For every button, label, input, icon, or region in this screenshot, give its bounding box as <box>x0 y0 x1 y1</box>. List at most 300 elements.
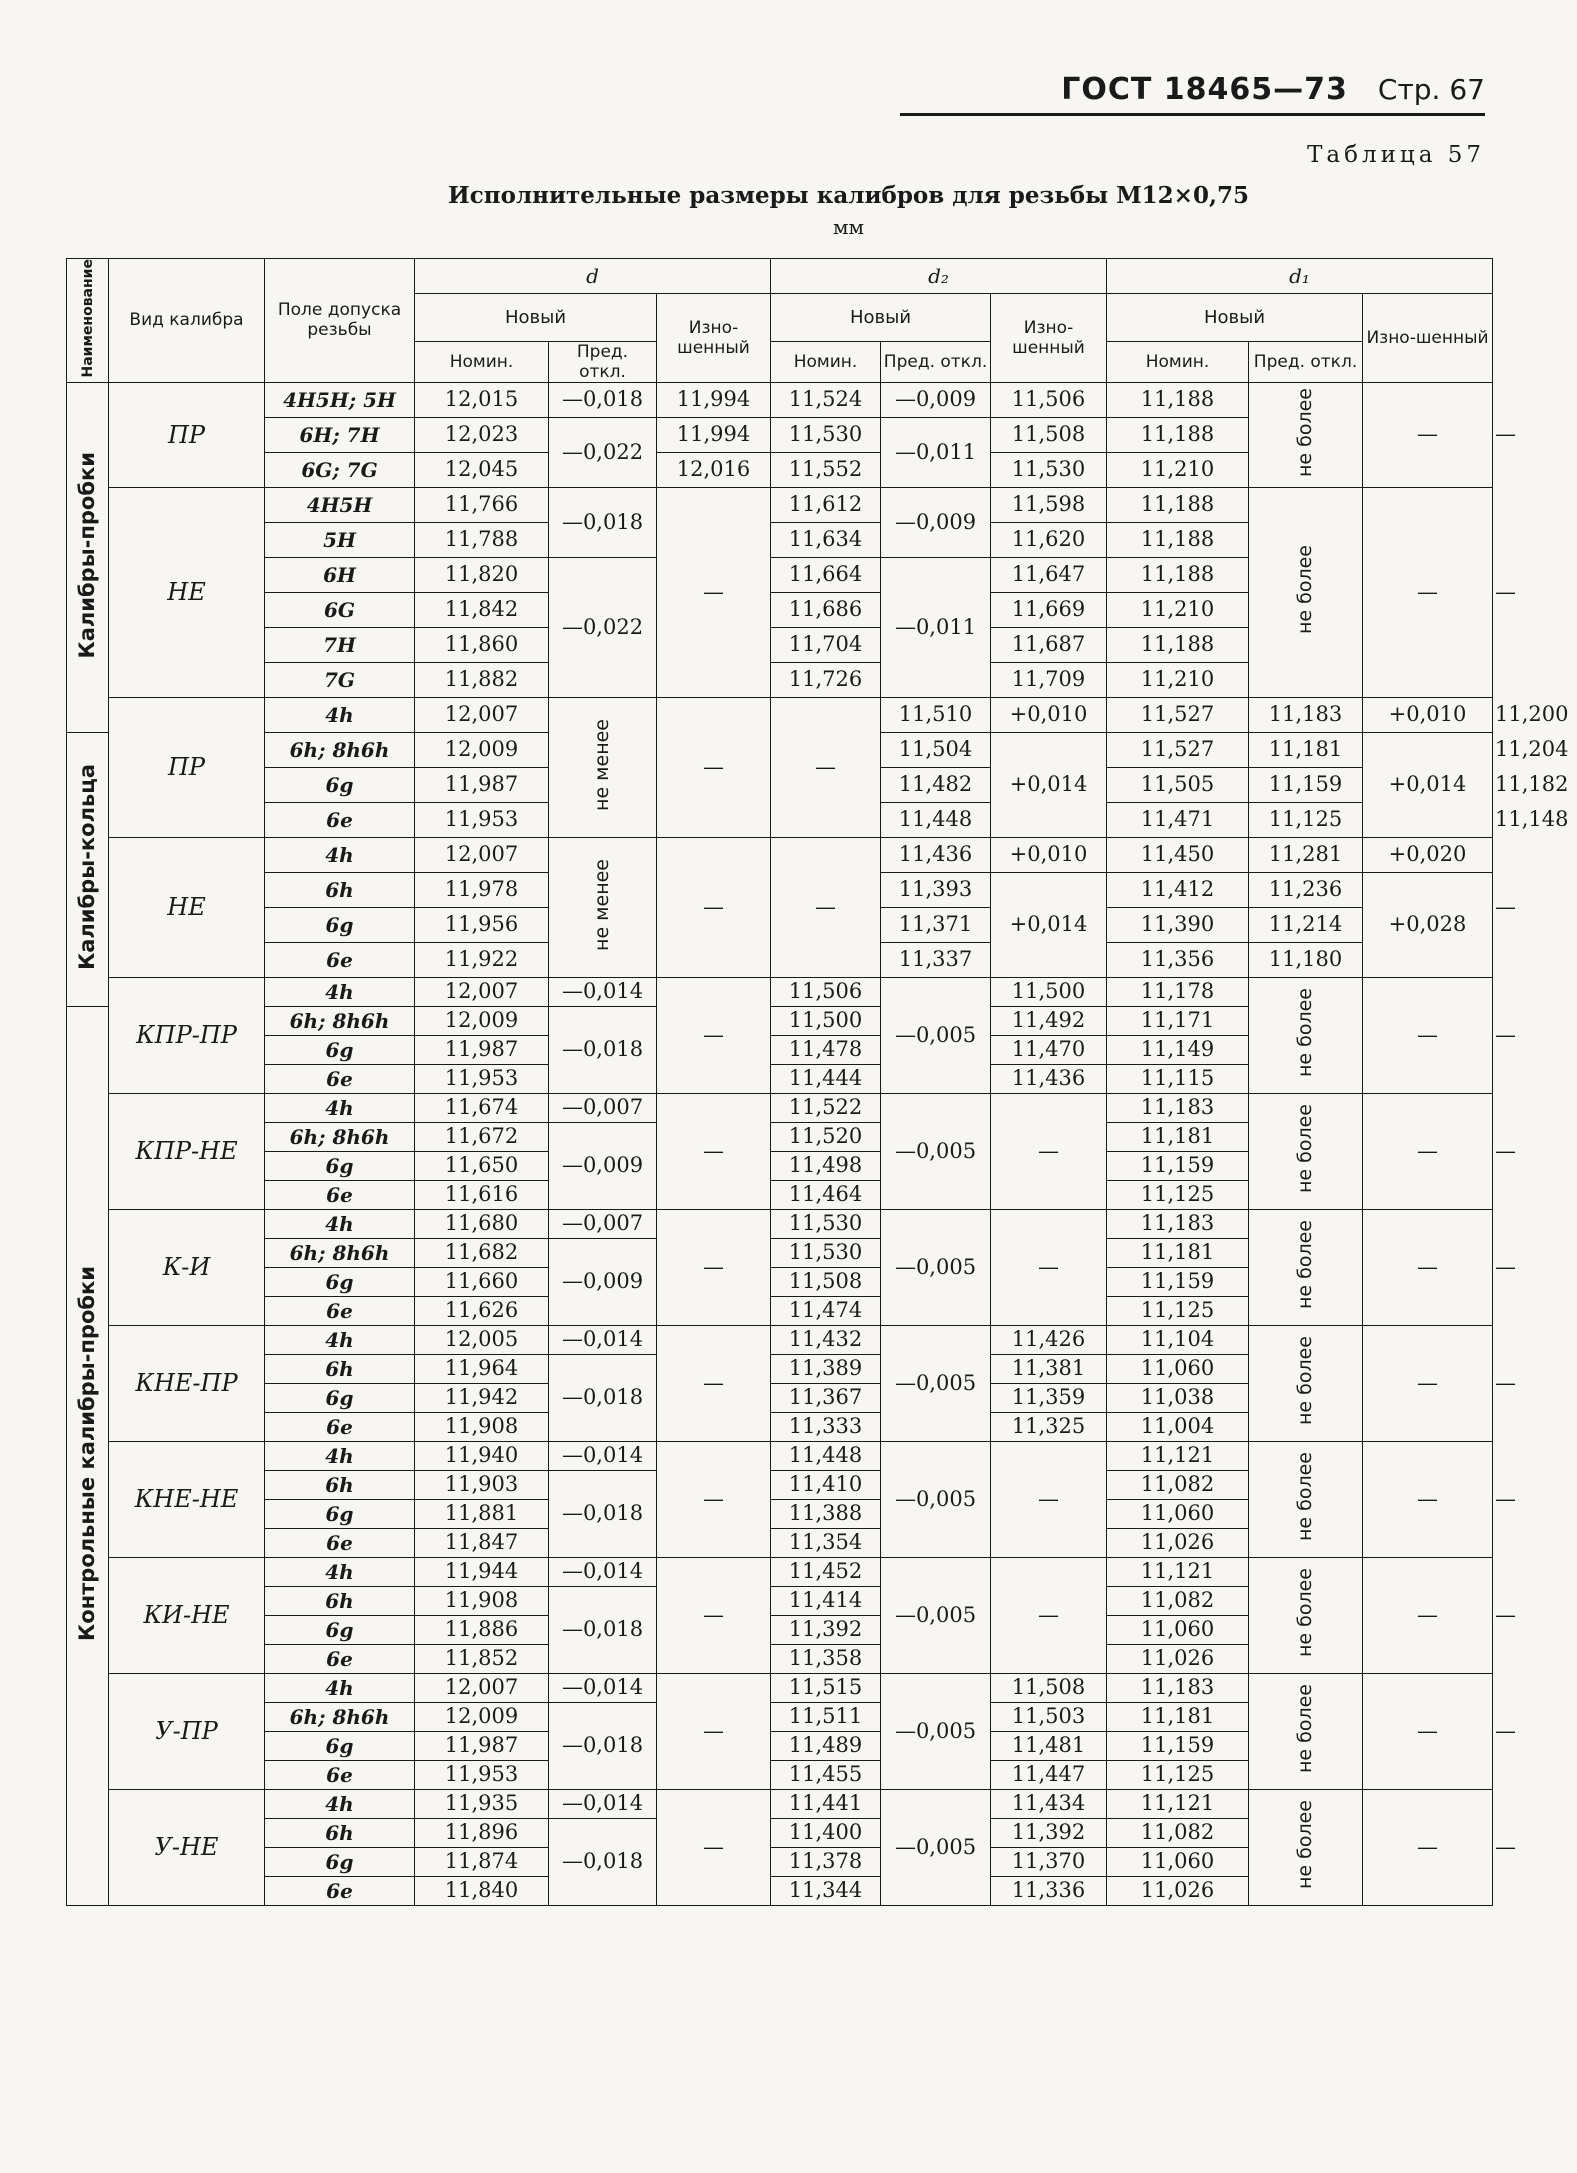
table-row: ПР 4h 12,007 не менее — — 11,510 +0,010 11,527 11,183 +0,010 11,200 <box>67 697 1493 732</box>
d1-nominal: 11,060 <box>1107 1615 1249 1644</box>
d-deviation: —0,009 <box>549 1122 657 1209</box>
d2-worn: 11,508 <box>991 417 1107 452</box>
d2-worn: 11,436 <box>991 1064 1107 1093</box>
d1-nominal: 11,183 <box>1107 1209 1249 1238</box>
d-nominal: 11,840 <box>415 1876 549 1905</box>
note-cell: не более <box>1249 1789 1363 1905</box>
gauge-kind: КНЕ-НЕ <box>109 1441 265 1557</box>
thread-tolerance: 6h <box>265 872 415 907</box>
thread-tolerance: 6G <box>265 592 415 627</box>
d2-worn: 11,687 <box>991 627 1107 662</box>
d2-nominal: 11,452 <box>771 1557 881 1586</box>
d2-nominal: 11,371 <box>881 907 991 942</box>
thread-tolerance: 4H5H; 5H <box>265 382 415 417</box>
d2-worn: 11,356 <box>1107 942 1249 977</box>
thread-tolerance: 4h <box>265 1673 415 1702</box>
table-row: Калибры-пробки ПР 4H5H; 5H 12,015 —0,018 11,994 11,524 —0,009 11,506 11,188 не более — — <box>67 382 1493 417</box>
d2-worn: 11,527 <box>1107 697 1249 732</box>
thread-tolerance: 6g <box>265 1151 415 1180</box>
d2-nominal: 11,389 <box>771 1354 881 1383</box>
d1-nominal: 11,188 <box>1107 522 1249 557</box>
d1-nominal: 11,181 <box>1107 1702 1249 1731</box>
header-d: d <box>415 259 771 294</box>
d-worn: — <box>657 1441 771 1557</box>
thread-tolerance: 6g <box>265 907 415 942</box>
d-nominal: 12,007 <box>415 1673 549 1702</box>
d2-nominal: 11,436 <box>881 837 991 872</box>
d2-nominal: 11,520 <box>771 1122 881 1151</box>
thread-tolerance: 6g <box>265 767 415 802</box>
d-nominal: 12,007 <box>415 837 549 872</box>
standard-number: ГОСТ 18465—73 <box>1061 72 1348 107</box>
thread-tolerance: 4h <box>265 977 415 1006</box>
d-nominal: 11,847 <box>415 1528 549 1557</box>
thread-tolerance: 6H <box>265 557 415 592</box>
d1-deviation: — <box>1363 1325 1493 1441</box>
d1-nominal: 11,181 <box>1107 1238 1249 1267</box>
d1-nominal: 11,125 <box>1107 1180 1249 1209</box>
d2-worn: 11,620 <box>991 522 1107 557</box>
note-cell: не более <box>1249 1441 1363 1557</box>
d2-nominal: 11,337 <box>881 942 991 977</box>
header-d2-new: Новый <box>771 294 991 342</box>
table-units: мм <box>832 215 865 239</box>
d2-deviation: —0,009 <box>881 487 991 557</box>
d1-nominal: 11,060 <box>1107 1847 1249 1876</box>
thread-tolerance: 7G <box>265 662 415 697</box>
d-worn: — <box>657 1209 771 1325</box>
header-d2-nom: Номин. <box>771 341 881 382</box>
d-nominal: 11,987 <box>415 1035 549 1064</box>
thread-tolerance: 6e <box>265 1528 415 1557</box>
d-worn: 11,994 <box>657 382 771 417</box>
d-nominal: 11,935 <box>415 1789 549 1818</box>
group-name: Калибры-кольца <box>67 732 109 1006</box>
d1-nominal: 11,082 <box>1107 1470 1249 1499</box>
d1-nominal: 11,149 <box>1107 1035 1249 1064</box>
d2-deviation: —0,005 <box>881 1209 991 1325</box>
thread-tolerance: 6g <box>265 1615 415 1644</box>
d-nominal: 11,978 <box>415 872 549 907</box>
d-deviation: —0,018 <box>549 1702 657 1789</box>
d1-nominal: 11,178 <box>1107 977 1249 1006</box>
thread-tolerance: 6h <box>265 1470 415 1499</box>
d2-nominal: 11,410 <box>771 1470 881 1499</box>
table-row: 6g 11,987 11,482 11,505 11,159 11,182 <box>67 767 1493 802</box>
d1-nominal: 11,125 <box>1107 1296 1249 1325</box>
d1-nominal: 11,159 <box>1107 1267 1249 1296</box>
d1-deviation: — <box>1363 1441 1493 1557</box>
d-nominal: 11,820 <box>415 557 549 592</box>
table-row: НЕ 4H5H 11,766 —0,018 — 11,612 —0,009 11,598 11,188 не более — — <box>67 487 1493 522</box>
header-d-worn: Изно-шенный <box>657 294 771 383</box>
d-nominal: 11,903 <box>415 1470 549 1499</box>
d-nominal: 11,674 <box>415 1093 549 1122</box>
thread-tolerance: 4H5H <box>265 487 415 522</box>
header-d1: d₁ <box>1107 259 1493 294</box>
d-worn: — <box>771 697 881 837</box>
d1-nominal: 11,121 <box>1107 1441 1249 1470</box>
note-cell: не более <box>1249 382 1363 487</box>
d2-worn: 11,669 <box>991 592 1107 627</box>
d2-nominal: 11,474 <box>771 1296 881 1325</box>
d2-deviation: —0,005 <box>881 1673 991 1789</box>
thread-tolerance: 6e <box>265 1876 415 1905</box>
d-nominal: 12,015 <box>415 382 549 417</box>
d-worn: 12,016 <box>657 452 771 487</box>
note-cell: не менее <box>549 837 657 977</box>
header-d2-dev: Пред. откл. <box>881 341 991 382</box>
d1-nominal: 11,210 <box>1107 592 1249 627</box>
d2-nominal: 11,515 <box>771 1673 881 1702</box>
d2-nominal: 11,704 <box>771 627 881 662</box>
d2-worn: 11,359 <box>991 1383 1107 1412</box>
d1-nominal: 11,210 <box>1107 662 1249 697</box>
d2-nominal: 11,522 <box>771 1093 881 1122</box>
gauge-kind: КПР-НЕ <box>109 1093 265 1209</box>
d-nominal: 11,896 <box>415 1818 549 1847</box>
d-nominal: 11,682 <box>415 1238 549 1267</box>
d2-deviation: —0,009 <box>881 382 991 417</box>
d-nominal: 11,922 <box>415 942 549 977</box>
header-tolerance: Поле допуска резьбы <box>265 259 415 383</box>
d2-nominal: 11,511 <box>771 1702 881 1731</box>
group-name: Контрольные калибры-пробки <box>67 1006 109 1905</box>
note-cell: не более <box>1249 1673 1363 1789</box>
d-worn: — <box>657 977 771 1093</box>
d2-nominal: 11,612 <box>771 487 881 522</box>
d-deviation: —0,022 <box>549 557 657 697</box>
note-cell: не более <box>1249 977 1363 1093</box>
d1-nominal: 11,115 <box>1107 1064 1249 1093</box>
d2-nominal: 11,726 <box>771 662 881 697</box>
gauge-kind: НЕ <box>109 837 265 977</box>
d1-nominal: 11,026 <box>1107 1644 1249 1673</box>
d1-nominal: 11,082 <box>1107 1818 1249 1847</box>
header-d-nom: Номин. <box>415 341 549 382</box>
table-title: Исполнительные размеры калибров для резьбы М12×0,75 <box>448 182 1249 209</box>
d2-deviation: —0,005 <box>881 1325 991 1441</box>
d2-deviation: —0,005 <box>881 1093 991 1209</box>
d1-nominal: 11,121 <box>1107 1557 1249 1586</box>
note-cell: не более <box>1249 1093 1363 1209</box>
d2-nominal: 11,448 <box>771 1441 881 1470</box>
d1-nominal: 11,181 <box>1107 1122 1249 1151</box>
d-nominal: 11,874 <box>415 1847 549 1876</box>
d1-nominal: 11,188 <box>1107 487 1249 522</box>
d2-worn: 11,508 <box>991 1673 1107 1702</box>
d1-nominal: 11,121 <box>1107 1789 1249 1818</box>
d2-worn: 11,426 <box>991 1325 1107 1354</box>
d2-worn: 11,481 <box>991 1731 1107 1760</box>
thread-tolerance: 6e <box>265 1644 415 1673</box>
d2-worn: 11,503 <box>991 1702 1107 1731</box>
d-deviation: —0,018 <box>549 1354 657 1441</box>
d2-worn: 11,506 <box>991 382 1107 417</box>
d-nominal: 11,680 <box>415 1209 549 1238</box>
d1-nominal: 11,026 <box>1107 1876 1249 1905</box>
header-d-new: Новый <box>415 294 657 342</box>
d-deviation: —0,009 <box>549 1238 657 1325</box>
d2-nominal: 11,455 <box>771 1760 881 1789</box>
d2-worn: — <box>991 1209 1107 1325</box>
d-deviation: —0,022 <box>549 417 657 487</box>
d2-nominal: 11,393 <box>881 872 991 907</box>
d2-worn: 11,471 <box>1107 802 1249 837</box>
note-cell: не менее <box>549 697 657 837</box>
d1-nominal: 11,210 <box>1107 452 1249 487</box>
thread-tolerance: 6h <box>265 1354 415 1383</box>
d-worn: 11,994 <box>657 417 771 452</box>
d2-worn: — <box>991 1441 1107 1557</box>
d-nominal: 11,886 <box>415 1615 549 1644</box>
d-nominal: 11,987 <box>415 1731 549 1760</box>
table-row: КПР-ПР 4h 12,007 —0,014 — 11,506 —0,005 11,500 11,178 не более — — <box>67 977 1493 1006</box>
d2-worn: 11,709 <box>991 662 1107 697</box>
d-nominal: 11,942 <box>415 1383 549 1412</box>
d2-deviation: +0,014 <box>991 872 1107 977</box>
note-cell: не более <box>1249 1325 1363 1441</box>
d1-nominal: 11,183 <box>1249 697 1363 732</box>
header-d2-worn: Изно-шенный <box>991 294 1107 383</box>
d1-deviation: +0,028 <box>1363 872 1493 977</box>
d2-nominal: 11,508 <box>771 1267 881 1296</box>
d1-nominal: 11,171 <box>1107 1006 1249 1035</box>
d-deviation: —0,018 <box>549 382 657 417</box>
table-row: К-И 4h 11,680 —0,007 — 11,530 —0,005 — 11,183 не более — — <box>67 1209 1493 1238</box>
d1-nominal: 11,188 <box>1107 627 1249 662</box>
d1-deviation: — <box>1363 1093 1493 1209</box>
header-d1-worn: Изно-шенный <box>1363 294 1493 383</box>
d2-nominal: 11,552 <box>771 452 881 487</box>
thread-tolerance: 4h <box>265 1325 415 1354</box>
d2-worn: 11,530 <box>991 452 1107 487</box>
d-nominal: 11,860 <box>415 627 549 662</box>
d2-worn: 11,412 <box>1107 872 1249 907</box>
table-caption <box>0 182 1577 239</box>
d2-nominal: 11,664 <box>771 557 881 592</box>
table-row: КПР-НЕ 4h 11,674 —0,007 — 11,522 —0,005 — 11,183 не более — — <box>67 1093 1493 1122</box>
thread-tolerance: 6h <box>265 1586 415 1615</box>
note-cell: не более <box>1249 487 1363 697</box>
d1-deviation: — <box>1363 1557 1493 1673</box>
d2-worn: 11,505 <box>1107 767 1249 802</box>
d2-nominal: 11,344 <box>771 1876 881 1905</box>
d-nominal: 11,842 <box>415 592 549 627</box>
thread-tolerance: 4h <box>265 1209 415 1238</box>
d2-nominal: 11,478 <box>771 1035 881 1064</box>
d-nominal: 12,045 <box>415 452 549 487</box>
table-row: КНЕ-ПР 4h 12,005 —0,014 — 11,432 —0,005 11,426 11,104 не более — — <box>67 1325 1493 1354</box>
d2-nominal: 11,358 <box>771 1644 881 1673</box>
header-d1-nom: Номин. <box>1107 341 1249 382</box>
gauge-kind: КПР-ПР <box>109 977 265 1093</box>
d-worn: — <box>657 487 771 697</box>
d-deviation: —0,014 <box>549 977 657 1006</box>
d-worn: — <box>657 1325 771 1441</box>
d1-nominal: 11,082 <box>1107 1586 1249 1615</box>
d-deviation: —0,007 <box>549 1093 657 1122</box>
thread-tolerance: 6g <box>265 1731 415 1760</box>
d-nominal: 11,944 <box>415 1557 549 1586</box>
d1-nominal: 11,181 <box>1249 732 1363 767</box>
d-nominal: 11,956 <box>415 907 549 942</box>
note-cell: не более <box>1249 1557 1363 1673</box>
d2-deviation: +0,014 <box>991 732 1107 837</box>
d1-nominal: 11,183 <box>1107 1093 1249 1122</box>
d1-nominal: 11,188 <box>1107 417 1249 452</box>
d2-nominal: 11,498 <box>771 1151 881 1180</box>
d1-deviation: — <box>1363 977 1493 1093</box>
d-nominal: 11,953 <box>415 1064 549 1093</box>
d2-nominal: 11,333 <box>771 1412 881 1441</box>
d-deviation: —0,007 <box>549 1209 657 1238</box>
d-nominal: 11,852 <box>415 1644 549 1673</box>
d1-deviation: +0,014 <box>1363 732 1493 837</box>
d1-nominal: 11,236 <box>1249 872 1363 907</box>
d2-nominal: 11,634 <box>771 522 881 557</box>
d-nominal: 11,953 <box>415 802 549 837</box>
table-body <box>67 382 1569 1905</box>
header-d2: d₂ <box>771 259 1107 294</box>
d1-deviation: — <box>1363 487 1493 697</box>
d1-nominal: 11,159 <box>1249 767 1363 802</box>
d-nominal: 12,007 <box>415 697 549 732</box>
d-worn: — <box>657 1789 771 1905</box>
table-row: КИ-НЕ 4h 11,944 —0,014 — 11,452 —0,005 — 11,121 не более — — <box>67 1557 1493 1586</box>
d2-nominal: 11,530 <box>771 417 881 452</box>
d2-nominal: 11,441 <box>771 1789 881 1818</box>
d-nominal: 12,005 <box>415 1325 549 1354</box>
d-nominal: 11,616 <box>415 1180 549 1209</box>
d1-nominal: 11,060 <box>1107 1499 1249 1528</box>
d2-deviation: —0,005 <box>881 1789 991 1905</box>
thread-tolerance: 6e <box>265 1064 415 1093</box>
d-nominal: 11,881 <box>415 1499 549 1528</box>
d1-nominal: 11,180 <box>1249 942 1363 977</box>
d2-nominal: 11,354 <box>771 1528 881 1557</box>
d1-nominal: 11,214 <box>1249 907 1363 942</box>
d-worn: — <box>771 837 881 977</box>
thread-tolerance: 6e <box>265 942 415 977</box>
d2-worn: 11,325 <box>991 1412 1107 1441</box>
gauge-kind: У-НЕ <box>109 1789 265 1905</box>
d2-deviation: —0,005 <box>881 977 991 1093</box>
d-worn: — <box>657 1557 771 1673</box>
gauge-kind: К-И <box>109 1209 265 1325</box>
d-nominal: 11,788 <box>415 522 549 557</box>
d-deviation: —0,018 <box>549 1006 657 1093</box>
d-nominal: 11,882 <box>415 662 549 697</box>
d2-nominal: 11,510 <box>881 697 991 732</box>
d-nominal: 11,650 <box>415 1151 549 1180</box>
d2-nominal: 11,482 <box>881 767 991 802</box>
group-name: Калибры-пробки <box>67 382 109 732</box>
d2-deviation: —0,005 <box>881 1557 991 1673</box>
d2-nominal: 11,464 <box>771 1180 881 1209</box>
d-deviation: —0,014 <box>549 1789 657 1818</box>
table-row: Калибры-кольца 6h; 8h6h 12,009 11,504 +0,014 11,527 11,181 +0,014 11,204 <box>67 732 1493 767</box>
d1-deviation: — <box>1363 1673 1493 1789</box>
d2-nominal: 11,367 <box>771 1383 881 1412</box>
thread-tolerance: 4h <box>265 1557 415 1586</box>
d1-nominal: 11,125 <box>1249 802 1363 837</box>
d-deviation: —0,014 <box>549 1673 657 1702</box>
d-nominal: 11,626 <box>415 1296 549 1325</box>
d2-worn: 11,370 <box>991 1847 1107 1876</box>
d2-nominal: 11,524 <box>771 382 881 417</box>
d-nominal: 11,953 <box>415 1760 549 1789</box>
page-header <box>900 72 1485 116</box>
header-kind: Вид калибра <box>109 259 265 383</box>
d1-nominal: 11,004 <box>1107 1412 1249 1441</box>
d2-worn: 11,381 <box>991 1354 1107 1383</box>
d2-nominal: 11,444 <box>771 1064 881 1093</box>
d2-deviation: +0,010 <box>991 837 1107 872</box>
d-deviation: —0,018 <box>549 1818 657 1905</box>
thread-tolerance: 6h; 8h6h <box>265 1238 415 1267</box>
d1-nominal: 11,038 <box>1107 1383 1249 1412</box>
header-d1-new: Новый <box>1107 294 1363 342</box>
d2-deviation: —0,005 <box>881 1441 991 1557</box>
d1-deviation: +0,010 <box>1363 697 1493 732</box>
table-row: У-НЕ 4h 11,935 —0,014 — 11,441 —0,005 11,434 11,121 не более — — <box>67 1789 1493 1818</box>
d2-nominal: 11,448 <box>881 802 991 837</box>
d-nominal: 11,987 <box>415 767 549 802</box>
d-nominal: 11,766 <box>415 487 549 522</box>
gauge-kind: КНЕ-ПР <box>109 1325 265 1441</box>
thread-tolerance: 4h <box>265 837 415 872</box>
d2-worn: 11,392 <box>991 1818 1107 1847</box>
d2-deviation: —0,011 <box>881 417 991 487</box>
thread-tolerance: 6g <box>265 1383 415 1412</box>
thread-tolerance: 6H; 7H <box>265 417 415 452</box>
thread-tolerance: 6g <box>265 1267 415 1296</box>
d2-nominal: 11,378 <box>771 1847 881 1876</box>
d-deviation: —0,018 <box>549 1470 657 1557</box>
d2-nominal: 11,400 <box>771 1818 881 1847</box>
d2-nominal: 11,500 <box>771 1006 881 1035</box>
d1-nominal: 11,188 <box>1107 557 1249 592</box>
thread-tolerance: 6h; 8h6h <box>265 1006 415 1035</box>
d2-worn: — <box>991 1557 1107 1673</box>
thread-tolerance: 6h; 8h6h <box>265 1122 415 1151</box>
d2-deviation: +0,010 <box>991 697 1107 732</box>
header-name: Наименование <box>67 259 109 383</box>
d2-worn: 11,527 <box>1107 732 1249 767</box>
d1-nominal: 11,104 <box>1107 1325 1249 1354</box>
d1-deviation: — <box>1363 1789 1493 1905</box>
d2-worn: 11,434 <box>991 1789 1107 1818</box>
gauge-kind: ПР <box>109 697 265 837</box>
thread-tolerance: 6e <box>265 802 415 837</box>
table-row: КНЕ-НЕ 4h 11,940 —0,014 — 11,448 —0,005 — 11,121 не более — — <box>67 1441 1493 1470</box>
table-row: НЕ 4h 12,007 не менее — — 11,436 +0,010 11,450 11,281 +0,020 — <box>67 837 1493 872</box>
thread-tolerance: 4h <box>265 1093 415 1122</box>
d2-nominal: 11,432 <box>771 1325 881 1354</box>
d2-worn: 11,450 <box>1107 837 1249 872</box>
thread-tolerance: 6h <box>265 1818 415 1847</box>
d2-worn: 11,492 <box>991 1006 1107 1035</box>
d-nominal: 11,908 <box>415 1586 549 1615</box>
page-number: Стр. 67 <box>1377 73 1485 106</box>
d-nominal: 12,009 <box>415 1006 549 1035</box>
d2-worn: 11,598 <box>991 487 1107 522</box>
thread-tolerance: 4h <box>265 1789 415 1818</box>
thread-tolerance: 6g <box>265 1499 415 1528</box>
thread-tolerance: 6e <box>265 1296 415 1325</box>
thread-tolerance: 6h; 8h6h <box>265 1702 415 1731</box>
